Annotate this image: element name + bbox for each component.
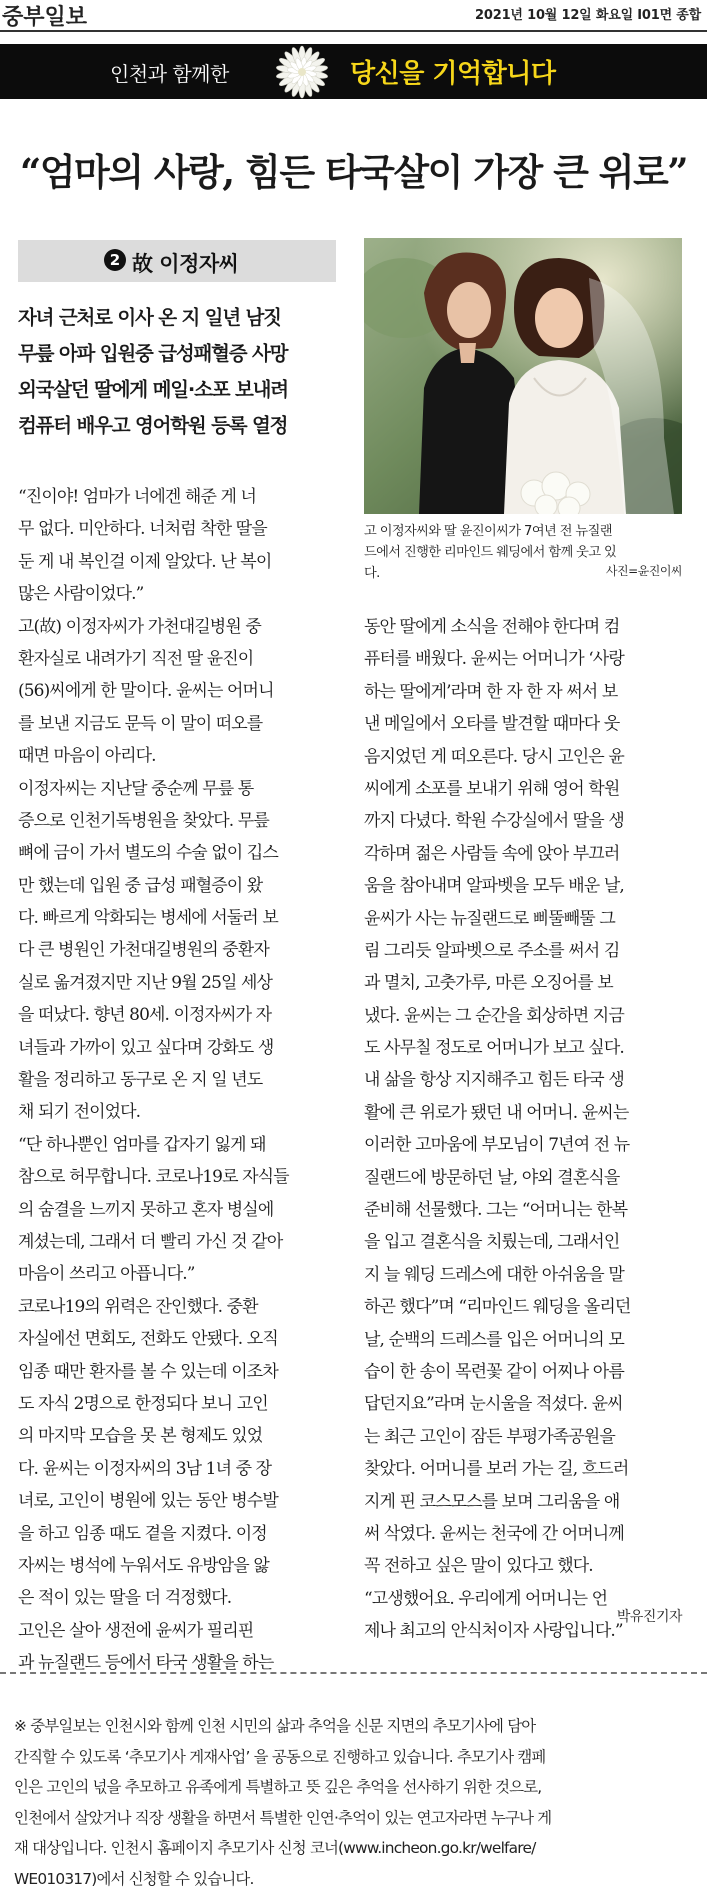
text-line: “단 하나뿐인 엄마를 갑자기 잃게 돼	[18, 1134, 266, 1155]
text-line: 자실에선 면회도, 전화도 안됐다. 오직	[18, 1329, 278, 1350]
text-line: 과 뉴질랜드 등에서 타국 생활을 하는	[18, 1653, 274, 1674]
text-line: 윤씨가 사는 뉴질랜드로 삐뚤빼뚤 그	[364, 908, 615, 929]
text-line: 간직할 수 있도록 ‘추모기사 게재사업’ 을 공동으로 진행하고 있습니다. 추모기사 캠페	[14, 1747, 546, 1766]
banner-title: 당신을 기억합니다	[350, 59, 556, 89]
text-line: 재 대상입니다. 인천시 홈페이지 추모기사 신청 코너(www.incheon.go.kr/welfare/	[14, 1839, 536, 1857]
text-line: 답던지요”라며 눈시울을 적셨다. 윤씨	[364, 1394, 623, 1415]
text-line: 준비해 선물했다. 그는 “어머니는 한복	[364, 1200, 628, 1221]
text-line: 의 숨결을 느끼지 못하고 혼자 병실에	[18, 1199, 274, 1220]
text-line: 지 늘 웨딩 드레스에 대한 아쉬움을 말	[364, 1264, 624, 1285]
text-line: 활에 큰 위로가 됐던 내 어머니. 윤씨는	[364, 1102, 629, 1123]
text-line: 채 되기 전이었다.	[18, 1102, 141, 1123]
text-line: 임종 때만 환자를 볼 수 있는데 이조차	[18, 1361, 278, 1382]
text-line: 환자실로 내려가기 직전 딸 윤진이	[18, 648, 254, 669]
text-line: 계셨는데, 그래서 더 빨리 가신 것 같아	[18, 1231, 283, 1252]
text-line: 제나 최고의 안식처이자 사랑입니다.”	[364, 1621, 623, 1642]
subheads	[18, 300, 338, 444]
text-line: 실로 옮겨졌지만 지난 9월 25일 세상	[18, 972, 273, 993]
photo-credit: 사진=윤진이씨	[605, 564, 682, 578]
text-line: 마음이 쓰리고 아픕니다.”	[18, 1264, 195, 1285]
text-line: 까지 다녔다. 학원 수강실에서 딸을 생	[364, 811, 624, 832]
text-line: 자씨는 병석에 누워서도 유방암을 앓	[18, 1555, 269, 1576]
subhead-line: 외국살던 딸에게 메일·소포 보내려	[18, 378, 288, 401]
text-line: 때면 마음이 아리다.	[18, 746, 156, 767]
campaign-notice	[14, 1711, 694, 1894]
masthead-rule	[0, 30, 707, 32]
subhead-line: 컴퓨터 배우고 영어학원 등록 열정	[18, 414, 288, 437]
newspaper-logo: 중부일보	[2, 5, 88, 30]
text-line: 하는 딸에게’라며 한 자 한 자 써서 보	[364, 681, 618, 702]
profile-name: 故 이정자씨	[132, 252, 239, 276]
text-line: 고인은 살아 생전에 윤씨가 필리핀	[18, 1620, 254, 1641]
text-line: 써 삭였다. 윤씨는 천국에 간 어머니께	[364, 1523, 624, 1544]
text-line: 는 최근 고인이 잠든 부평가족공원을	[364, 1426, 615, 1447]
text-line: 냈다. 윤씨는 그 순간을 회상하면 지금	[364, 1005, 624, 1026]
text-line: 을 입고 결혼식을 치뤘는데, 그래서인	[364, 1232, 620, 1253]
text-line: 은 적이 있는 딸을 더 걱정했다.	[18, 1588, 232, 1609]
text-line: 질랜드에 방문하던 날, 야외 결혼식을	[364, 1167, 620, 1188]
text-line: 뼈에 금이 가서 별도의 수술 없이 깁스	[18, 843, 278, 864]
text-line: 둔 게 내 복인걸 이제 알았다. 난 복이	[18, 551, 272, 572]
masthead	[0, 0, 707, 28]
byline: 박유진기자	[616, 1609, 682, 1625]
text-line: 림 그리듯 알파벳으로 주소를 써서 김	[364, 940, 620, 961]
text-line: 를 보낸 지금도 문득 이 말이 떠오를	[18, 713, 263, 734]
text-line: 무 없다. 미안하다. 너처럼 착한 딸을	[18, 519, 267, 540]
caption-line: 드에서 진행한 리마인드 웨딩에서 함께 웃고 있	[364, 545, 617, 560]
profile-number-badge: 2	[104, 249, 126, 271]
text-line: 다. 윤씨는 이정자씨의 3남 1녀 중 장	[18, 1458, 272, 1479]
text-line: 동안 딸에게 소식을 전해야 한다며 컴	[364, 617, 620, 637]
text-line: 낸 메일에서 오타를 발견할 때마다 웃	[364, 714, 620, 735]
text-line: 녀들과 가까이 있고 싶다며 강화도 생	[18, 1037, 274, 1058]
subhead-line: 무릎 아파 입원중 급성패혈증 사망	[18, 342, 288, 365]
text-line: (56)씨에게 한 말이다. 윤씨는 어머니	[18, 681, 274, 702]
text-line: 움을 참아내며 알파벳을 모두 배운 날,	[364, 876, 624, 897]
text-line: 의 마지막 모습을 못 본 형제도 있었	[18, 1426, 263, 1447]
article-body-left	[18, 481, 340, 1679]
text-line: 과 멸치, 고춧가루, 마른 오징어를 보	[364, 973, 613, 994]
text-line: 도 자식 2명으로 한정되다 보니 고인	[18, 1393, 268, 1414]
text-line: 씨에게 소포를 보내기 위해 영어 학원	[364, 778, 620, 799]
headline: “엄마의 사랑, 힘든 타국살이 가장 큰 위로”	[19, 150, 688, 194]
text-line: 다 큰 병원인 가천대길병원의 중환자	[18, 940, 269, 961]
text-line: 인은 고인의 넋을 추모하고 유족에게 특별하고 뜻 깊은 추억을 선사하기 위한 것으로,	[14, 1778, 542, 1796]
text-line: 고(故) 이정자씨가 가천대길병원 중	[18, 616, 261, 637]
text-line: 꼭 전하고 싶은 말이 있다고 했다.	[364, 1556, 593, 1577]
text-line: 인천에서 살았거나 직장 생활을 하면서 특별한 인연·추억이 있는 연고자라면 누구나 게	[14, 1808, 552, 1827]
text-line: “진이야! 엄마가 너에겐 해준 게 너	[18, 487, 257, 507]
banner-subtitle: 인천과 함께한	[110, 62, 229, 86]
caption-line: 다.	[364, 566, 380, 581]
text-line: “고생했어요. 우리에게 어머니는 언	[364, 1588, 608, 1609]
text-line: ※ 중부일보는 인천시와 함께 인천 시민의 삶과 추억을 신문 지면의 추모기사에 담아	[14, 1717, 536, 1735]
text-line: 이정자씨는 지난달 중순께 무릎 통	[18, 778, 254, 799]
text-line: 퓨터를 배웠다. 윤씨는 어머니가 ‘사랑	[364, 649, 624, 670]
text-line: 도 사무칠 정도로 어머니가 보고 싶다.	[364, 1038, 624, 1059]
text-line: 참으로 허무합니다. 코로나19로 자식들	[18, 1167, 289, 1188]
text-line: 을 하고 임종 때도 곁을 지켰다. 이정	[18, 1523, 267, 1544]
text-line: 각하며 젊은 사람들 속에 앉아 부끄러	[364, 843, 620, 864]
article-body-right	[364, 611, 686, 1648]
profile-name-box	[18, 240, 336, 282]
text-line: 내 삶을 항상 지지해주고 힘든 타국 생	[364, 1070, 624, 1091]
dashed-divider	[0, 1672, 707, 1674]
text-line: 코로나19의 위력은 잔인했다. 중환	[18, 1296, 258, 1317]
text-line: 하곤 했다”며 “리마인드 웨딩을 올리던	[364, 1297, 631, 1318]
dateline: 2021년 10월 12일 화요일 I01면 종합	[475, 8, 701, 23]
subhead-line: 자녀 근처로 이사 온 지 일년 남짓	[18, 306, 281, 329]
text-line: 지게 핀 코스모스를 보며 그리움을 애	[364, 1491, 620, 1512]
text-line: WE010317)에서 신청할 수 있습니다.	[14, 1869, 254, 1888]
caption-line: 고 이정자씨와 딸 윤진이씨가 7여년 전 뉴질랜	[364, 524, 612, 539]
text-line: 녀로, 고인이 병원에 있는 동안 병수발	[18, 1491, 278, 1512]
photo-mother-and-daughter	[364, 238, 682, 514]
chrysanthemum-icon	[270, 44, 334, 99]
text-line: 증으로 인천기독병원을 찾았다. 무릎	[18, 810, 269, 831]
text-line: 날, 순백의 드레스를 입은 어머니의 모	[364, 1329, 624, 1350]
text-line: 이러한 고마움에 부모님이 7년여 전 뉴	[364, 1135, 630, 1156]
text-line: 활을 정리하고 동구로 온 지 일 년도	[18, 1070, 263, 1091]
text-line: 다. 빠르게 악화되는 병세에 서둘러 보	[18, 908, 278, 929]
campaign-banner	[0, 44, 707, 99]
text-line: 많은 사람이었다.”	[18, 584, 144, 605]
text-line: 음지었던 게 떠오른다. 당시 고인은 윤	[364, 746, 624, 767]
text-line: 습이 한 송이 목련꽃 같이 어찌나 아름	[364, 1361, 624, 1382]
text-line: 찾았다. 어머니를 보러 가는 길, 흐드러	[364, 1459, 629, 1480]
text-line: 만 했는데 입원 중 급성 패혈증이 왔	[18, 875, 263, 896]
text-line: 을 떠났다. 향년 80세. 이정자씨가 자	[18, 1005, 272, 1026]
